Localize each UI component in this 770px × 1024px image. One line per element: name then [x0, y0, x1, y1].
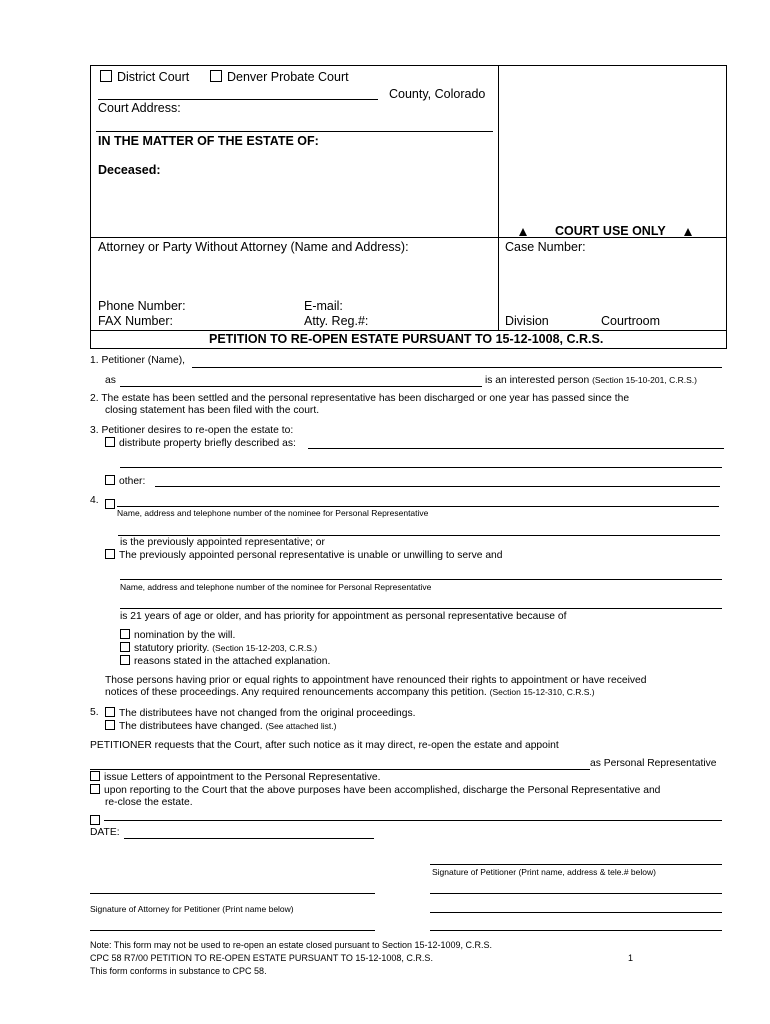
changed-checkbox[interactable]	[105, 720, 115, 730]
court-address-label: Court Address:	[98, 101, 181, 115]
denver-probate-option[interactable]: Denver Probate Court	[210, 70, 349, 84]
nominee-caption: Name, address and telephone number of the nominee for Personal Representative	[117, 508, 429, 518]
fax-label: FAX Number:	[98, 314, 174, 328]
not-changed-option[interactable]: The distributees have not changed from the original proceedings.	[105, 707, 416, 719]
other-request-checkbox[interactable]	[90, 815, 100, 825]
not-changed-checkbox[interactable]	[105, 707, 115, 717]
nomination-checkbox[interactable]	[120, 629, 130, 639]
issue-letters-option[interactable]: issue Letters of appointment to the Personal Representative.	[90, 771, 380, 783]
item-4-checkbox[interactable]	[105, 499, 115, 509]
county-colorado-label: County, Colorado	[389, 87, 486, 101]
attorney-signature-caption: Signature of Attorney for Petitioner (Print name below)	[90, 904, 294, 914]
upon-reporting-line-2: re-close the estate.	[105, 797, 193, 808]
petitioner-name-field[interactable]	[192, 367, 722, 368]
courtroom-label: Courtroom	[601, 314, 661, 328]
nominee-caption-2: Name, address and telephone number of the nominee for Personal Representative	[120, 582, 432, 592]
other-checkbox[interactable]	[105, 475, 115, 485]
petitioner-print-field-1[interactable]	[430, 893, 722, 894]
court-address-field[interactable]	[96, 131, 493, 132]
item-4-number: 4.	[90, 495, 99, 506]
atty-reg-label: Atty. Reg.#:	[304, 314, 369, 328]
nominee-field-2[interactable]	[118, 535, 720, 536]
nominee-field[interactable]	[117, 506, 719, 507]
date-label: DATE:	[90, 827, 120, 838]
case-number-label: Case Number:	[505, 240, 586, 254]
nominee-field-3[interactable]	[120, 579, 722, 580]
distribute-description-field[interactable]	[308, 448, 724, 449]
changed-option[interactable]: The distributees have changed. (See attached list.)	[105, 720, 336, 732]
nominee-field-4[interactable]	[120, 608, 722, 609]
requests-text: PETITIONER requests that the Court, after such notice as it may direct, re-open the estate and appoint	[90, 740, 559, 751]
upon-reporting-option[interactable]: upon reporting to the Court that the above purposes have been accomplished, discharge the Personal Representative and	[90, 784, 660, 796]
petitioner-capacity-field[interactable]	[120, 386, 482, 387]
issue-letters-checkbox[interactable]	[90, 771, 100, 781]
denver-probate-checkbox[interactable]	[210, 70, 222, 82]
as-pr-label: as Personal Representative	[590, 758, 717, 769]
petitioner-signature-field[interactable]	[430, 864, 722, 865]
page-title: PETITION TO RE-OPEN ESTATE PURSUANT TO 15-12-1008, C.R.S.	[209, 332, 604, 346]
other-option[interactable]: other:	[105, 475, 145, 487]
other-description-field[interactable]	[155, 486, 720, 487]
age-priority-text: is 21 years of age or older, and has priority for appointment as personal representative because of	[120, 611, 567, 622]
in-the-matter-heading: IN THE MATTER OF THE ESTATE OF:	[98, 134, 319, 148]
those-persons-line-1: Those persons having prior or equal rights to appointment have renounced their rights to appointment or have received	[105, 675, 647, 686]
petitioner-print-field-2[interactable]	[430, 912, 722, 913]
unable-option[interactable]: The previously appointed personal representative is unable or unwilling to serve and	[105, 549, 503, 561]
petitioner-name-label: 1. Petitioner (Name),	[90, 355, 185, 366]
item-5-number: 5.	[90, 707, 99, 718]
division-label: Division	[505, 314, 549, 328]
district-court-option[interactable]: District Court	[100, 70, 189, 84]
reasons-checkbox[interactable]	[120, 655, 130, 665]
deceased-label: Deceased:	[98, 163, 161, 177]
statutory-checkbox[interactable]	[120, 642, 130, 652]
district-court-checkbox[interactable]	[100, 70, 112, 82]
item-3-label: 3. Petitioner desires to re-open the estate to:	[90, 425, 294, 436]
attorney-label: Attorney or Party Without Attorney (Name and Address):	[98, 240, 409, 254]
footer-form-id: CPC 58 R7/00 PETITION TO RE-OPEN ESTATE PURSUANT TO 15-12-1008, C.R.S.	[90, 953, 433, 963]
email-label: E-mail:	[304, 299, 343, 313]
caption-divider-vertical	[498, 65, 499, 330]
footer-note: Note: This form may not be used to re-open an estate closed pursuant to Section 15-12-1009, C.R.S.	[90, 940, 493, 950]
arrow-up-left-icon	[519, 223, 527, 241]
statutory-option[interactable]: statutory priority. (Section 15-12-203, C.R.S.)	[120, 642, 317, 654]
county-name-field[interactable]	[98, 99, 378, 100]
unable-checkbox[interactable]	[105, 549, 115, 559]
interested-person-text: is an interested person (Section 15-10-201, C.R.S.)	[485, 375, 697, 386]
reasons-option[interactable]: reasons stated in the attached explanation.	[120, 655, 330, 667]
appointee-field[interactable]	[90, 769, 590, 770]
nomination-option[interactable]: nomination by the will.	[120, 629, 235, 641]
distribute-option[interactable]: distribute property briefly described as:	[105, 437, 296, 449]
petitioner-as-label: as	[105, 375, 116, 386]
item-2-line-2: closing statement has been filed with the court.	[105, 405, 320, 416]
petitioner-print-field-3[interactable]	[430, 930, 722, 931]
upon-reporting-checkbox[interactable]	[90, 784, 100, 794]
footer-conforms: This form conforms in substance to CPC 58.	[90, 966, 267, 976]
distribute-description-field-2[interactable]	[120, 467, 722, 468]
attorney-signature-field[interactable]	[90, 893, 375, 894]
other-request-field[interactable]	[104, 820, 722, 821]
phone-label: Phone Number:	[98, 299, 186, 313]
court-use-only-label: COURT USE ONLY	[555, 224, 666, 238]
caption-divider-bottom	[90, 330, 726, 331]
previously-appointed-text: is the previously appointed representative; or	[120, 537, 325, 548]
attorney-print-field[interactable]	[90, 930, 375, 931]
those-persons-line-2: notices of these proceedings. Any required renouncements accompany this petition. (Section 15-12-310, C.R.S.)	[105, 687, 595, 698]
footer-page-number: 1	[628, 953, 634, 963]
distribute-checkbox[interactable]	[105, 437, 115, 447]
date-field[interactable]	[124, 838, 374, 839]
arrow-up-right-icon	[684, 223, 692, 241]
item-2-line-1: 2. The estate has been settled and the personal representative has been discharged or one year has passed since the	[90, 393, 630, 404]
petitioner-signature-caption: Signature of Petitioner (Print name, address & tele.# below)	[432, 867, 656, 877]
